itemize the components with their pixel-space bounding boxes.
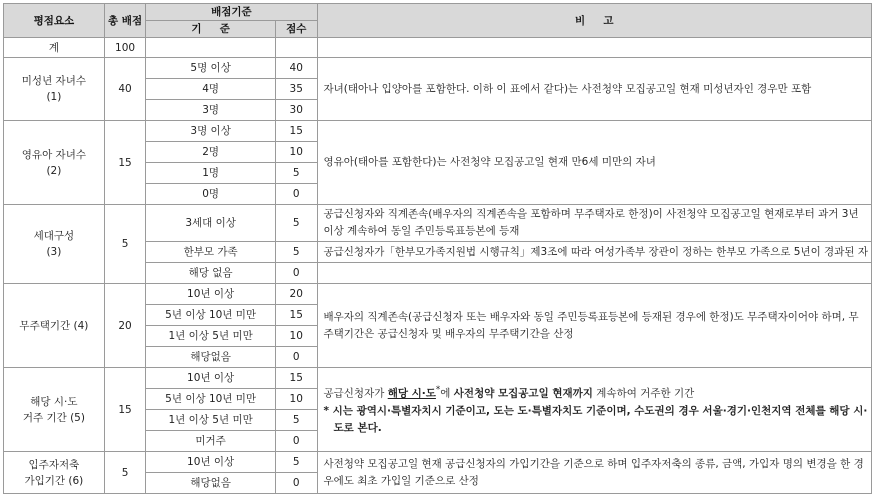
total-row bbox=[4, 38, 872, 58]
criteria-cell: 3세대 이상 bbox=[146, 205, 276, 242]
remark-cell: 영유아(태아를 포함한다)는 사전청약 모집공고일 현재 만6세 미만의 자녀 bbox=[317, 121, 872, 205]
total-empty-score bbox=[275, 38, 317, 58]
score-cell: 10 bbox=[275, 389, 317, 410]
criteria-cell: 0명 bbox=[146, 184, 276, 205]
remark-underlined: 해당 시·도 bbox=[387, 387, 436, 400]
remark-footnote: * 시는 광역시·특별자치시 기준이고, 도는 도·특별자치도 기준이며, 수도권의 경우 서울·경기·인천지역 전체를 해당 시·도로 본다. bbox=[323, 404, 868, 434]
header-row-1 bbox=[4, 4, 872, 21]
factor-label: 미성년 자녀수 bbox=[21, 75, 86, 87]
score-cell: 0 bbox=[275, 431, 317, 452]
remark-text: 공급신청자가 bbox=[323, 387, 388, 400]
table-row bbox=[4, 121, 872, 142]
remark-text: 에 bbox=[440, 387, 454, 400]
remark-cell: 자녀(태아나 입양아를 포함한다. 이하 이 표에서 같다)는 사전청약 모집공고일 현재 미성년자인 경우만 포함 bbox=[317, 58, 872, 121]
total-empty-remark bbox=[317, 38, 872, 58]
table-row bbox=[4, 58, 872, 79]
criteria-cell: 5명 이상 bbox=[146, 58, 276, 79]
factor-total: 15 bbox=[104, 121, 146, 205]
score-cell: 5 bbox=[275, 410, 317, 431]
factor-number: (2) bbox=[46, 164, 62, 177]
criteria-cell: 1명 bbox=[146, 163, 276, 184]
factor-label: 입주자저축 bbox=[28, 458, 80, 471]
score-cell: 10 bbox=[275, 326, 317, 347]
score-cell: 0 bbox=[275, 184, 317, 205]
remark-text: 계속하여 거주한 기간 bbox=[592, 387, 695, 400]
factor-number: (1) bbox=[46, 91, 62, 103]
criteria-cell: 미거주 bbox=[146, 431, 276, 452]
table-row bbox=[4, 284, 872, 305]
score-cell: 5 bbox=[275, 242, 317, 263]
factor-number: (3) bbox=[46, 246, 62, 258]
remark-main-line bbox=[324, 382, 869, 403]
criteria-cell: 5년 이상 10년 미만 bbox=[146, 389, 276, 410]
score-table-container bbox=[3, 3, 872, 494]
header-criteria-group: 배점기준 bbox=[146, 4, 317, 21]
factor-total: 15 bbox=[104, 368, 146, 452]
criteria-cell: 해당없음 bbox=[146, 473, 276, 494]
header-remarks: 비 고 bbox=[317, 4, 872, 38]
criteria-cell: 5년 이상 10년 미만 bbox=[146, 305, 276, 326]
criteria-cell: 3명 bbox=[146, 100, 276, 121]
score-cell: 30 bbox=[275, 100, 317, 121]
score-cell: 10 bbox=[275, 142, 317, 163]
criteria-cell: 해당없음 bbox=[146, 347, 276, 368]
factor-minor-children bbox=[4, 58, 105, 121]
table-row bbox=[4, 368, 872, 389]
header-factor: 평점요소 bbox=[4, 4, 105, 38]
factor-household bbox=[4, 205, 105, 284]
criteria-cell: 4명 bbox=[146, 79, 276, 100]
score-cell: 15 bbox=[275, 121, 317, 142]
header-criteria: 기 준 bbox=[146, 21, 276, 38]
total-label: 계 bbox=[4, 38, 105, 58]
score-cell: 40 bbox=[275, 58, 317, 79]
factor-number: 거주 기간 (5) bbox=[22, 411, 85, 424]
criteria-cell: 3명 이상 bbox=[146, 121, 276, 142]
factor-number: 가입기간 (6) bbox=[24, 474, 84, 487]
factor-total: 20 bbox=[104, 284, 146, 368]
remark-cell: 배우자의 직계존속(공급신청자 또는 배우자와 동일 주민등록표등본에 등재된 경우에 한정)도 무주택자이어야 하며, 무주택기간은 공급신청자 및 배우자의 무주택기간을 산정 bbox=[317, 284, 872, 368]
score-cell: 20 bbox=[275, 284, 317, 305]
factor-residence-period bbox=[4, 368, 105, 452]
table-row bbox=[4, 205, 872, 242]
factor-total: 5 bbox=[104, 452, 146, 494]
score-cell: 5 bbox=[275, 205, 317, 242]
criteria-cell: 10년 이상 bbox=[146, 368, 276, 389]
score-cell: 0 bbox=[275, 473, 317, 494]
criteria-cell: 10년 이상 bbox=[146, 452, 276, 473]
remark-footnote-mark: * bbox=[435, 385, 441, 396]
remark-cell: 사전청약 모집공고일 현재 공급신청자의 가입기간을 기준으로 하며 입주자저축의 종류, 금액, 가입자 명의 변경을 한 경우에도 최초 가입일 기준으로 산정 bbox=[317, 452, 872, 494]
factor-total: 40 bbox=[104, 58, 146, 121]
header-score: 점수 bbox=[275, 21, 317, 38]
factor-infant-children bbox=[4, 121, 105, 205]
score-cell: 0 bbox=[275, 347, 317, 368]
factor-label: 세대구성 bbox=[33, 230, 75, 242]
criteria-cell: 한부모 가족 bbox=[146, 242, 276, 263]
score-cell: 15 bbox=[275, 305, 317, 326]
remark-cell bbox=[317, 368, 872, 452]
factor-total: 5 bbox=[104, 205, 146, 284]
criteria-cell: 2명 bbox=[146, 142, 276, 163]
factor-label: 해당 시·도 bbox=[30, 395, 78, 408]
score-criteria-table bbox=[3, 3, 872, 494]
score-cell: 35 bbox=[275, 79, 317, 100]
criteria-cell: 1년 이상 5년 미만 bbox=[146, 410, 276, 431]
factor-label: 영유아 자녀수 bbox=[21, 148, 86, 161]
criteria-cell: 1년 이상 5년 미만 bbox=[146, 326, 276, 347]
remark-cell: 공급신청자와 직계존속(배우자의 직계존속을 포함하며 무주택자로 한정)이 사전청약 모집공고일 현재로부터 과거 3년 이상 계속하여 동일 주민등록표등본에 등재 bbox=[317, 205, 872, 242]
score-cell: 5 bbox=[275, 163, 317, 184]
criteria-cell: 해당 없음 bbox=[146, 263, 276, 284]
score-cell: 15 bbox=[275, 368, 317, 389]
score-cell: 0 bbox=[275, 263, 317, 284]
remark-empty bbox=[317, 263, 872, 284]
total-value: 100 bbox=[104, 38, 146, 58]
factor-savings-period bbox=[4, 452, 105, 494]
score-cell: 5 bbox=[275, 452, 317, 473]
criteria-cell: 10년 이상 bbox=[146, 284, 276, 305]
total-empty-criteria bbox=[146, 38, 276, 58]
remark-bold-text: 사전청약 모집공고일 현재까지 bbox=[453, 387, 593, 400]
header-total: 총 배점 bbox=[104, 4, 146, 38]
factor-no-house-period: 무주택기간 (4) bbox=[4, 284, 105, 368]
table-row bbox=[4, 452, 872, 473]
remark-cell: 공급신청자가「한부모가족지원법 시행규칙」제3조에 따라 여성가족부 장관이 정하는 한부모 가족으로 5년이 경과된 자 bbox=[317, 242, 872, 263]
